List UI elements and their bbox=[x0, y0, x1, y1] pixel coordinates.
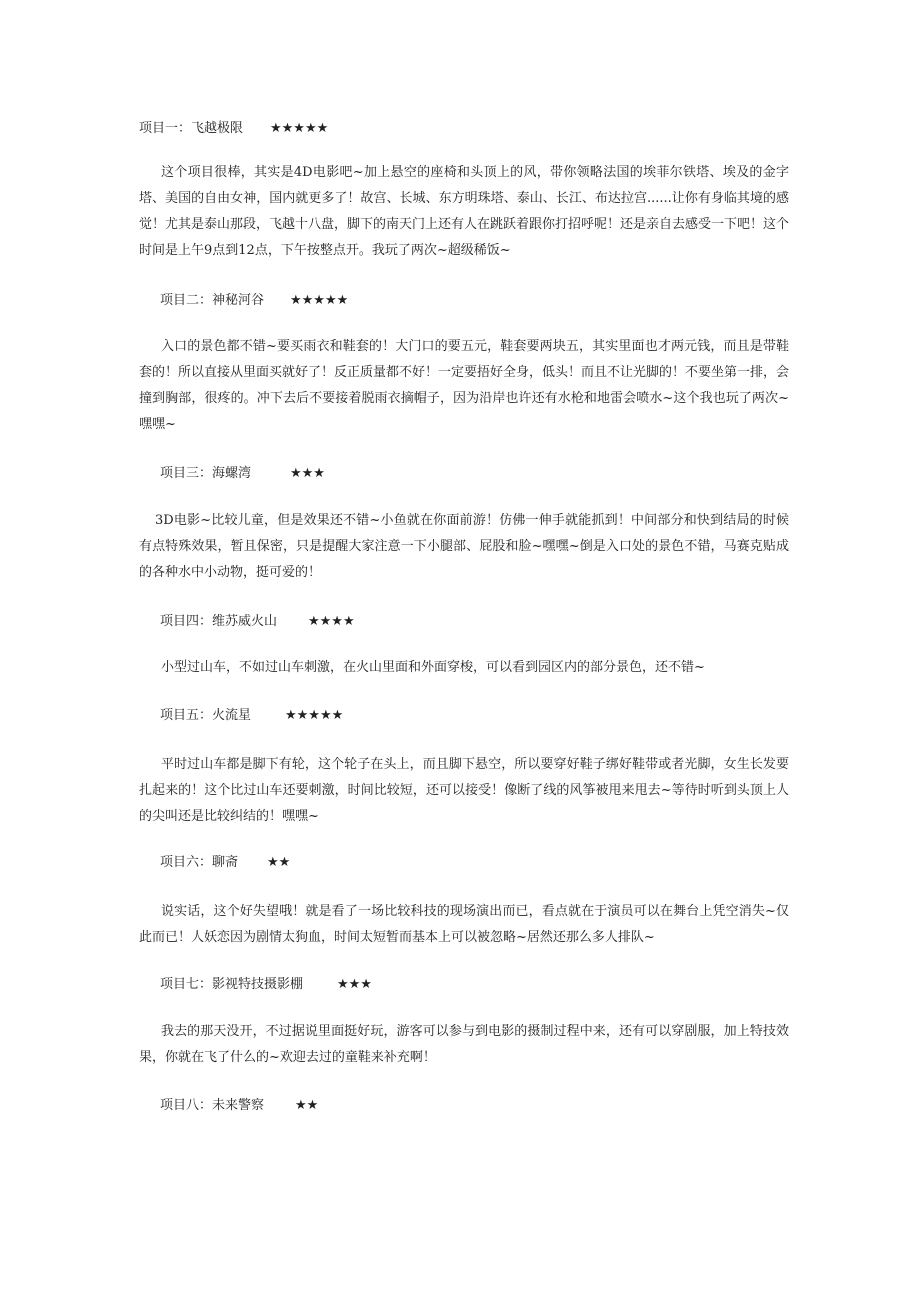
rating-stars: ★★★ bbox=[337, 977, 372, 992]
rating-stars: ★★ bbox=[267, 855, 291, 870]
section-paragraph-2: 入口的景色都不错~要买雨衣和鞋套的！大门口的要五元，鞋套要两块五，其实里面也才两元钱，而且是带鞋套的！所以直接从里面买就好了！反正质量都不好！一定要捂好全身，低头！而且不让光脚的！不要坐第一排，会撞到胸部，很疼的。冲下去后不要接着脱雨衣摘帽子，因为沿岸也许还有水枪和地雷会喷水~这个我也玩了两次~嘿嘿~ bbox=[139, 339, 790, 432]
rating-stars: ★★★★★ bbox=[270, 121, 329, 136]
section-heading-3 bbox=[160, 465, 325, 483]
section-paragraph-1: 这个项目很棒，其实是4D电影吧~加上悬空的座椅和头顶上的风，带你领略法国的埃菲尔铁塔、埃及的金字塔、美国的自由女神，国内就更多了！故宫、长城、东方明珠塔、泰山、长江、布达拉宫......让你有身临其境的感觉！尤其是泰山那段，飞越十八盘，脚下的南天门上还有人在跳跃着跟你打招呼呢！还是亲自去感受一下吧！这个时间是上午9点到12点，下午按整点开。我玩了两次~超级稀饭~ bbox=[139, 165, 790, 258]
section-paragraph-6: 说实话，这个好失望哦！就是看了一场比较科技的现场演出而已，看点就在于演员可以在舞台上凭空消失~仅此而已！人妖恋因为剧情太狗血，时间太短暂而基本上可以被忽略~居然还那么多人排队~ bbox=[139, 904, 789, 945]
section-title: 项目五：火流星 bbox=[160, 708, 252, 723]
section-heading-2 bbox=[160, 292, 349, 310]
rating-stars: ★★★★★ bbox=[285, 708, 344, 723]
section-title: 项目二：神秘河谷 bbox=[160, 293, 265, 308]
section-heading-4 bbox=[160, 613, 355, 631]
section-title: 项目四：维苏威火山 bbox=[160, 614, 278, 629]
section-heading-1 bbox=[139, 120, 329, 138]
section-paragraph-3: 3D电影~比较儿童，但是效果还不错~小鱼就在你面前游！仿佛一伸手就能抓到！中间部分和快到结局的时候有点特殊效果，暂且保密，只是提醒大家注意一下小腿部、屁股和脸~嘿嘿~倒是入口处的景色不错，马赛克贴成的各种水中小动物，挺可爱的！ bbox=[139, 513, 789, 580]
section-paragraph-4: 小型过山车，不如过山车刺激，在火山里面和外面穿梭，可以看到园区内的部分景色，还不错~ bbox=[161, 660, 705, 675]
rating-stars: ★★★ bbox=[290, 466, 325, 481]
section-heading-6 bbox=[160, 854, 291, 872]
rating-stars: ★★ bbox=[295, 1098, 319, 1113]
section-heading-7 bbox=[160, 976, 372, 994]
section-title: 项目一：飞越极限 bbox=[139, 121, 244, 136]
section-heading-8 bbox=[160, 1097, 319, 1115]
section-title: 项目八：未来警察 bbox=[160, 1098, 265, 1113]
rating-stars: ★★★★ bbox=[308, 614, 355, 629]
section-paragraph-5: 平时过山车都是脚下有轮，这个轮子在头上，而且脚下悬空，所以要穿好鞋子绑好鞋带或者光脚，女生长发要扎起来的！这个比过山车还要刺激，时间比较短，还可以接受！像断了线的风筝被甩来甩去~等待时听到头顶上人的尖叫还是比较纠结的！嘿嘿~ bbox=[139, 757, 789, 824]
rating-stars: ★★★★★ bbox=[290, 293, 349, 308]
section-title: 项目六：聊斋 bbox=[160, 855, 239, 870]
section-heading-5 bbox=[160, 707, 344, 725]
section-paragraph-7: 我去的那天没开，不过据说里面挺好玩，游客可以参与到电影的摄制过程中来，还有可以穿剧服，加上特技效果，你就在飞了什么的~欢迎去过的童鞋来补充啊！ bbox=[139, 1024, 789, 1065]
section-title: 项目三：海螺湾 bbox=[160, 466, 252, 481]
section-title: 项目七：影视特技摄影棚 bbox=[160, 977, 304, 992]
